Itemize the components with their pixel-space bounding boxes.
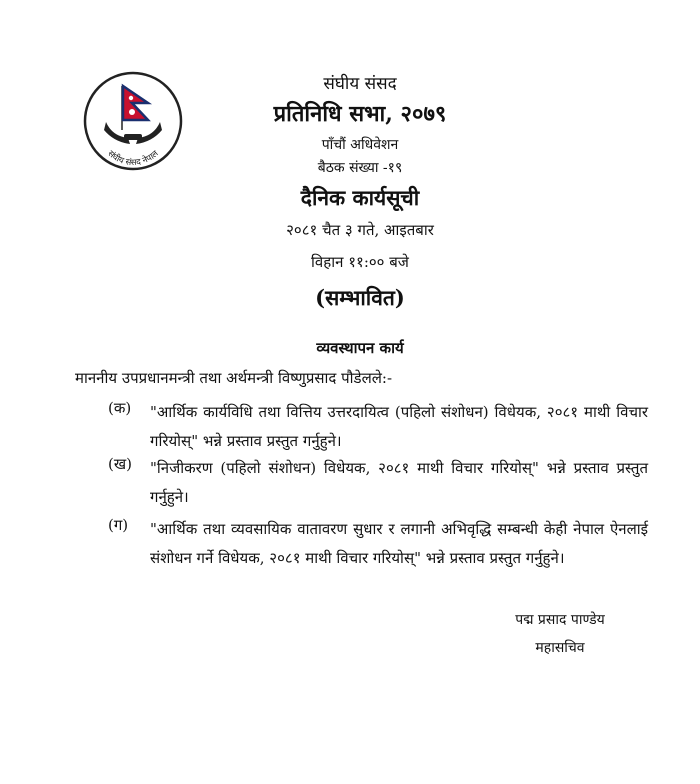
item-text: "आर्थिक तथा व्यवसायिक वातावरण सुधार र लगानी अभिवृद्धि सम्बन्धी केही नेपाल ऐनलाई संशोधन गर्ने विधेयक, २०८१ माथी विचार गरियोस्" भन्ने प्रस्ताव प्रस्तुत गर्नुहुने। <box>150 520 648 567</box>
item-text: "निजीकरण (पहिलो संशोधन) विधेयक, २०८१ माथी विचार गरियोस्" भन्ने प्रस्ताव प्रस्तुत गर्नुहुने। <box>150 459 648 506</box>
house-title: प्रतिनिधि सभा, २०७९ <box>273 101 447 127</box>
mover-line: माननीय उपप्रधानमन्त्री तथा अर्थमन्त्री विष्णुप्रसाद पौडेलले:- <box>75 369 393 387</box>
emblem-caption: संघीय संसद नेपाल <box>105 148 161 169</box>
section-title: व्यवस्थापन कार्य <box>316 339 404 357</box>
agenda-item <box>108 398 648 456</box>
nepal-flag-icon <box>122 86 148 130</box>
agenda-item <box>108 454 648 512</box>
meeting-number: बैठक संख्या -१९ <box>317 160 403 176</box>
meeting-date: २०८१ चैत ३ गते, आइतबार <box>286 221 434 239</box>
tentative-label: (सम्भावित) <box>315 285 405 310</box>
agenda-item <box>108 515 648 573</box>
item-marker: (ख) <box>108 455 132 473</box>
signatory-title: महासचिव <box>535 640 585 656</box>
meeting-time: विहान ११:०० बजे <box>311 253 409 271</box>
signatory-name: पद्म प्रसाद पाण्डेय <box>515 612 605 628</box>
session-label: पाँचौं अधिवेशन <box>321 137 399 153</box>
item-text: "आर्थिक कार्यविधि तथा वित्तिय उत्तरदायित्व (पहिलो संशोधन) विधेयक, २०८१ माथी विचार गरियोस्" भन्ने प्रस्ताव प्रस्तुत गर्नुहुने। <box>150 403 648 450</box>
parliament-name: संघीय संसद <box>323 74 397 94</box>
agenda-title: दैनिक कार्यसूची <box>300 185 420 210</box>
item-marker: (ग) <box>108 516 129 534</box>
item-marker: (क) <box>108 399 132 417</box>
